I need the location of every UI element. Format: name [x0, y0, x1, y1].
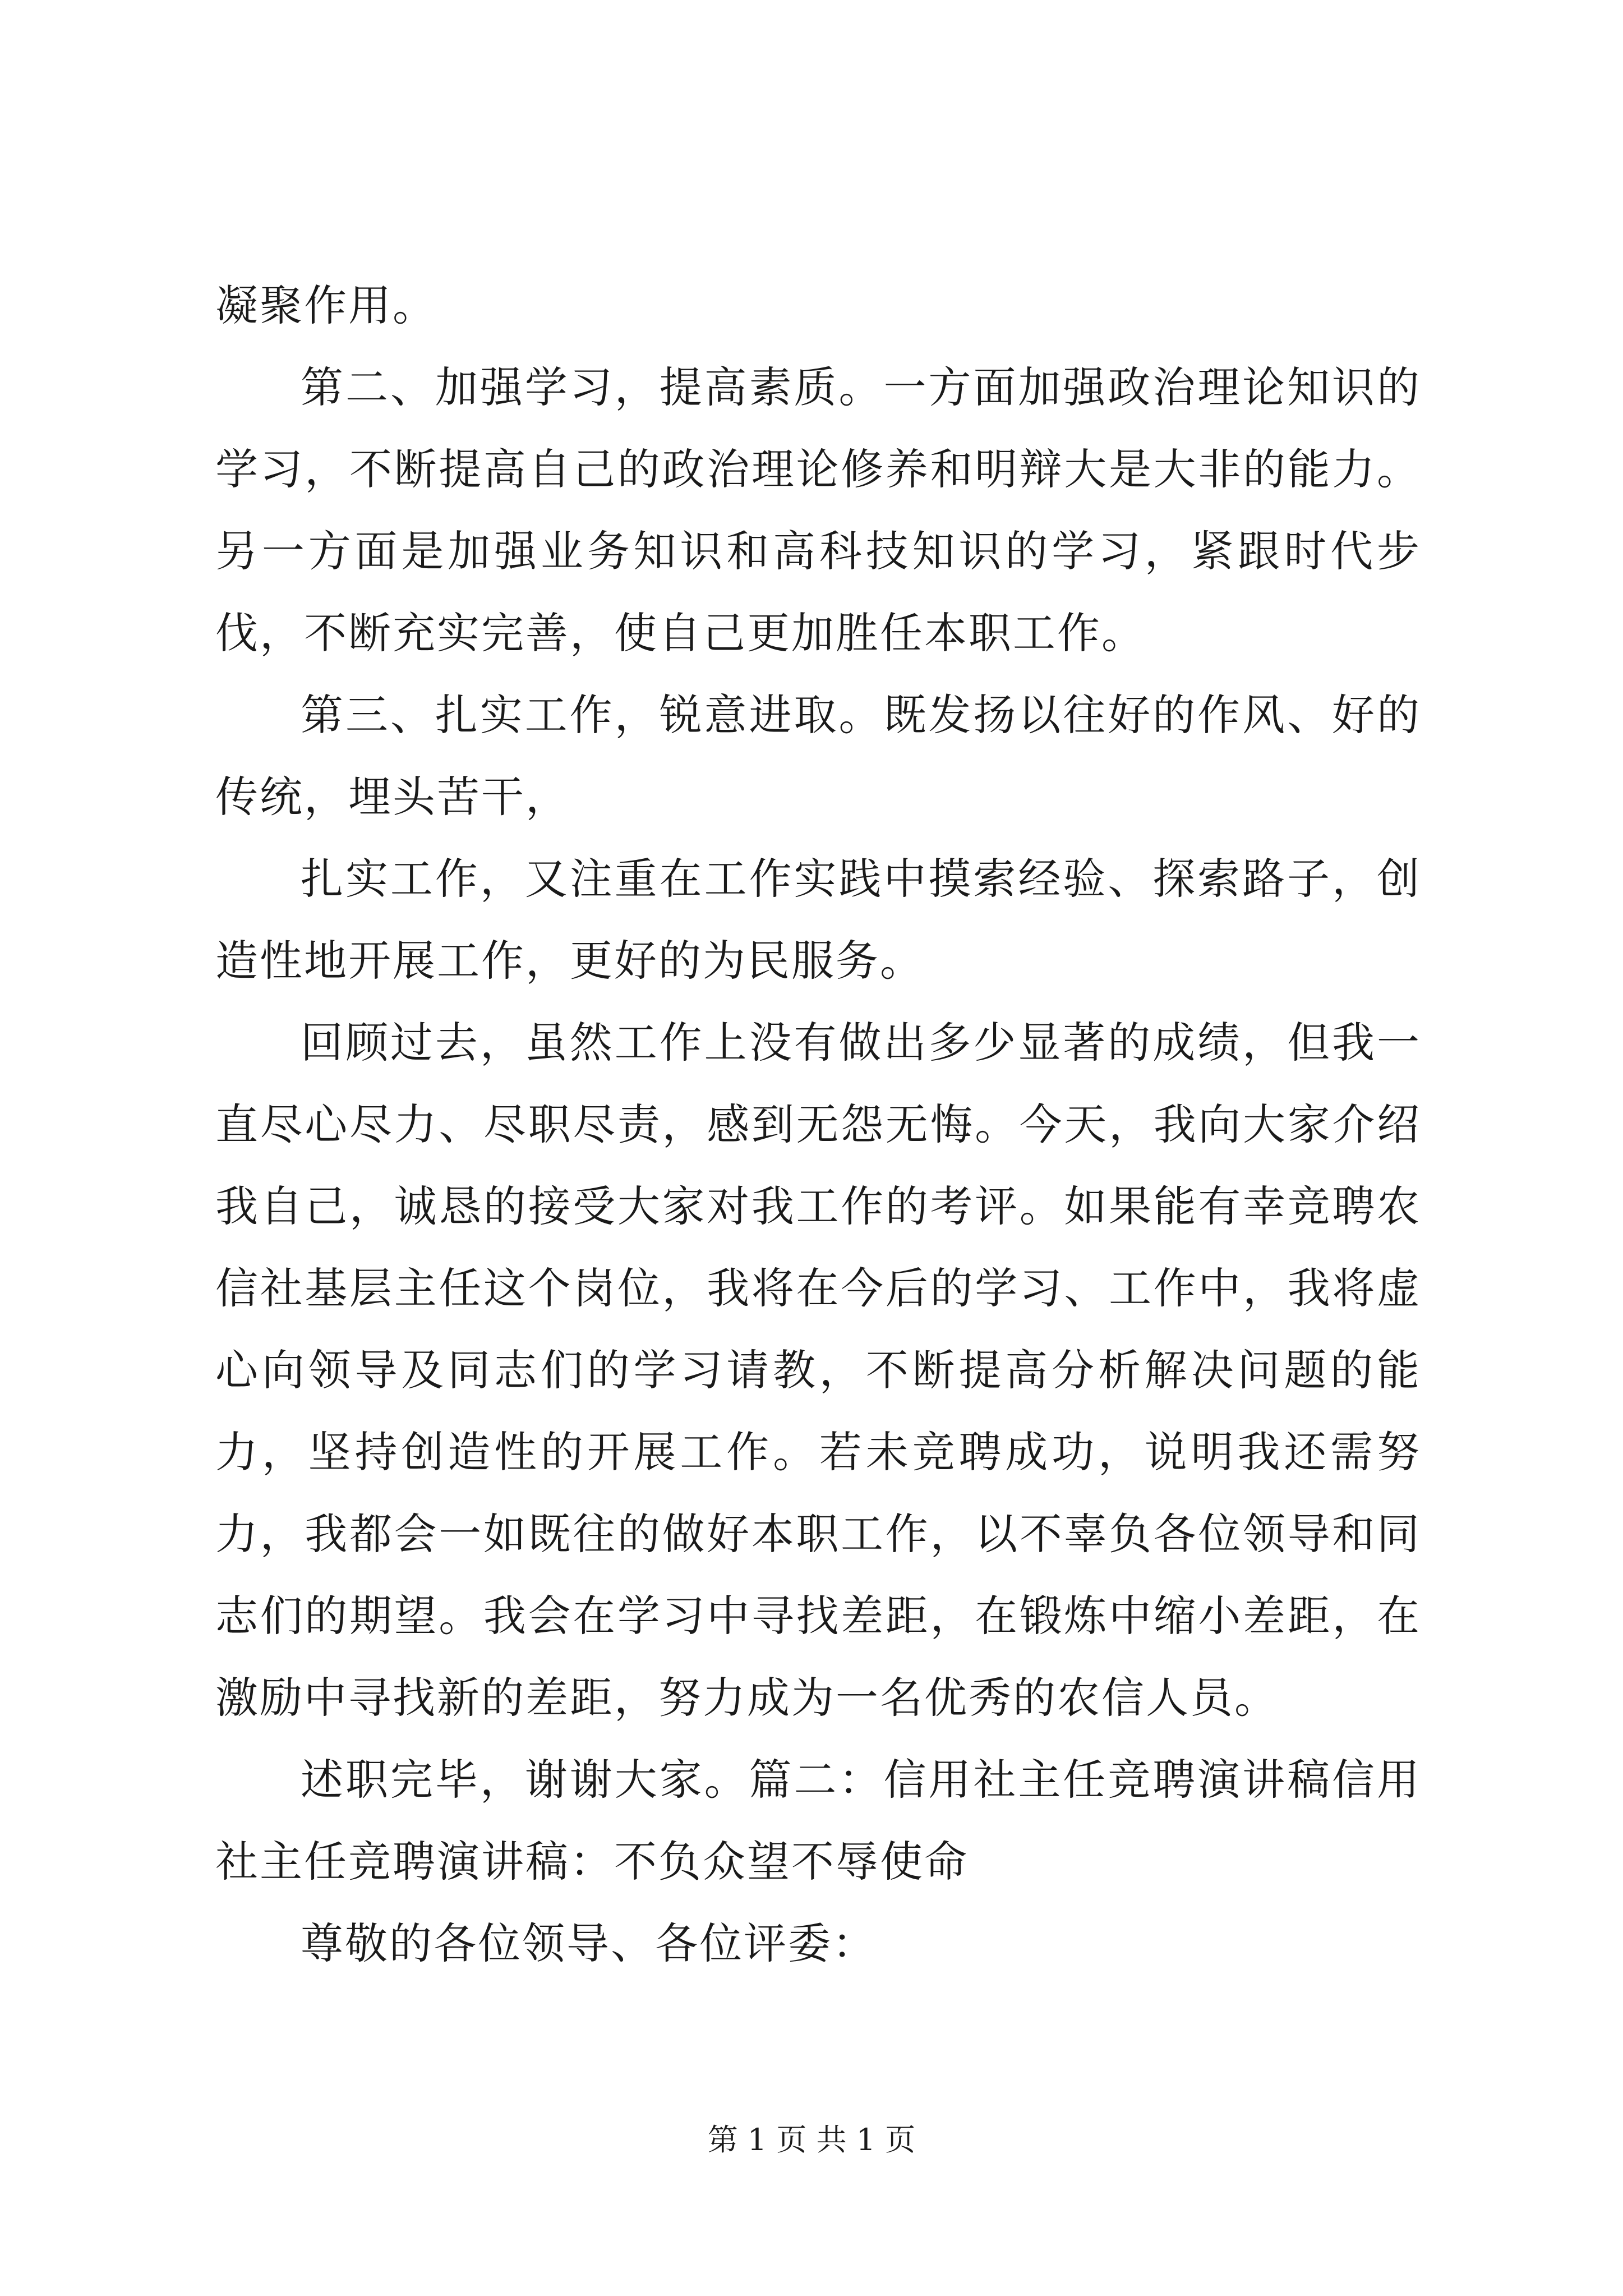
paragraph-salutation: 尊敬的各位领导、各位评委： [301, 1918, 877, 1968]
paragraph-third-point-continued: 扎实工作，又注重在工作实践中摸索经验、探索路子，创造性地开展工作，更好的为民服务。 [215, 854, 1421, 986]
page-footer: 第 1 页 共 1 页 [707, 2122, 916, 2157]
document-body [215, 265, 1421, 1985]
paragraph-review: 回顾过去，虽然工作上没有做出多少显著的成绩，但我一直尽心尽力、尽职尽责，感到无怨无悔。今天，我向大家介绍我自己，诚恳的接受大家对我工作的考评。如果能有幸竞聘农信社基层主任这个岗位，我将在今后的学习、工作中，我将虚心向领导及同志们的学习请教，不断提高分析解决问题的能力，坚持创造性的开展工作。若未竞聘成功，说明我还需努力，我都会一如既往的做好本职工作，以不辜负各位领导和同志们的期望。我会在学习中寻找差距，在锻炼中缩小差距，在激励中寻找新的差距，努力成为一名优秀的农信人员。 [215, 1018, 1421, 1723]
paragraph-third-point: 第三、扎实工作，锐意进取。既发扬以往好的作风、好的传统，埋头苦干， [215, 690, 1421, 822]
paragraph-continuation: 凝聚作用。 [215, 280, 437, 330]
paragraph-second-point: 第二、加强学习，提高素质。一方面加强政治理论知识的学习，不断提高自己的政治理论修养和明辩大是大非的能力。另一方面是加强业务知识和高科技知识的学习，紧跟时代步伐，不断充实完善，使自己更加胜任本职工作。 [215, 362, 1421, 658]
paragraph-closing: 述职完毕，谢谢大家。篇二：信用社主任竞聘演讲稿信用社主任竞聘演讲稿：不负众望不辱使命 [215, 1755, 1421, 1887]
